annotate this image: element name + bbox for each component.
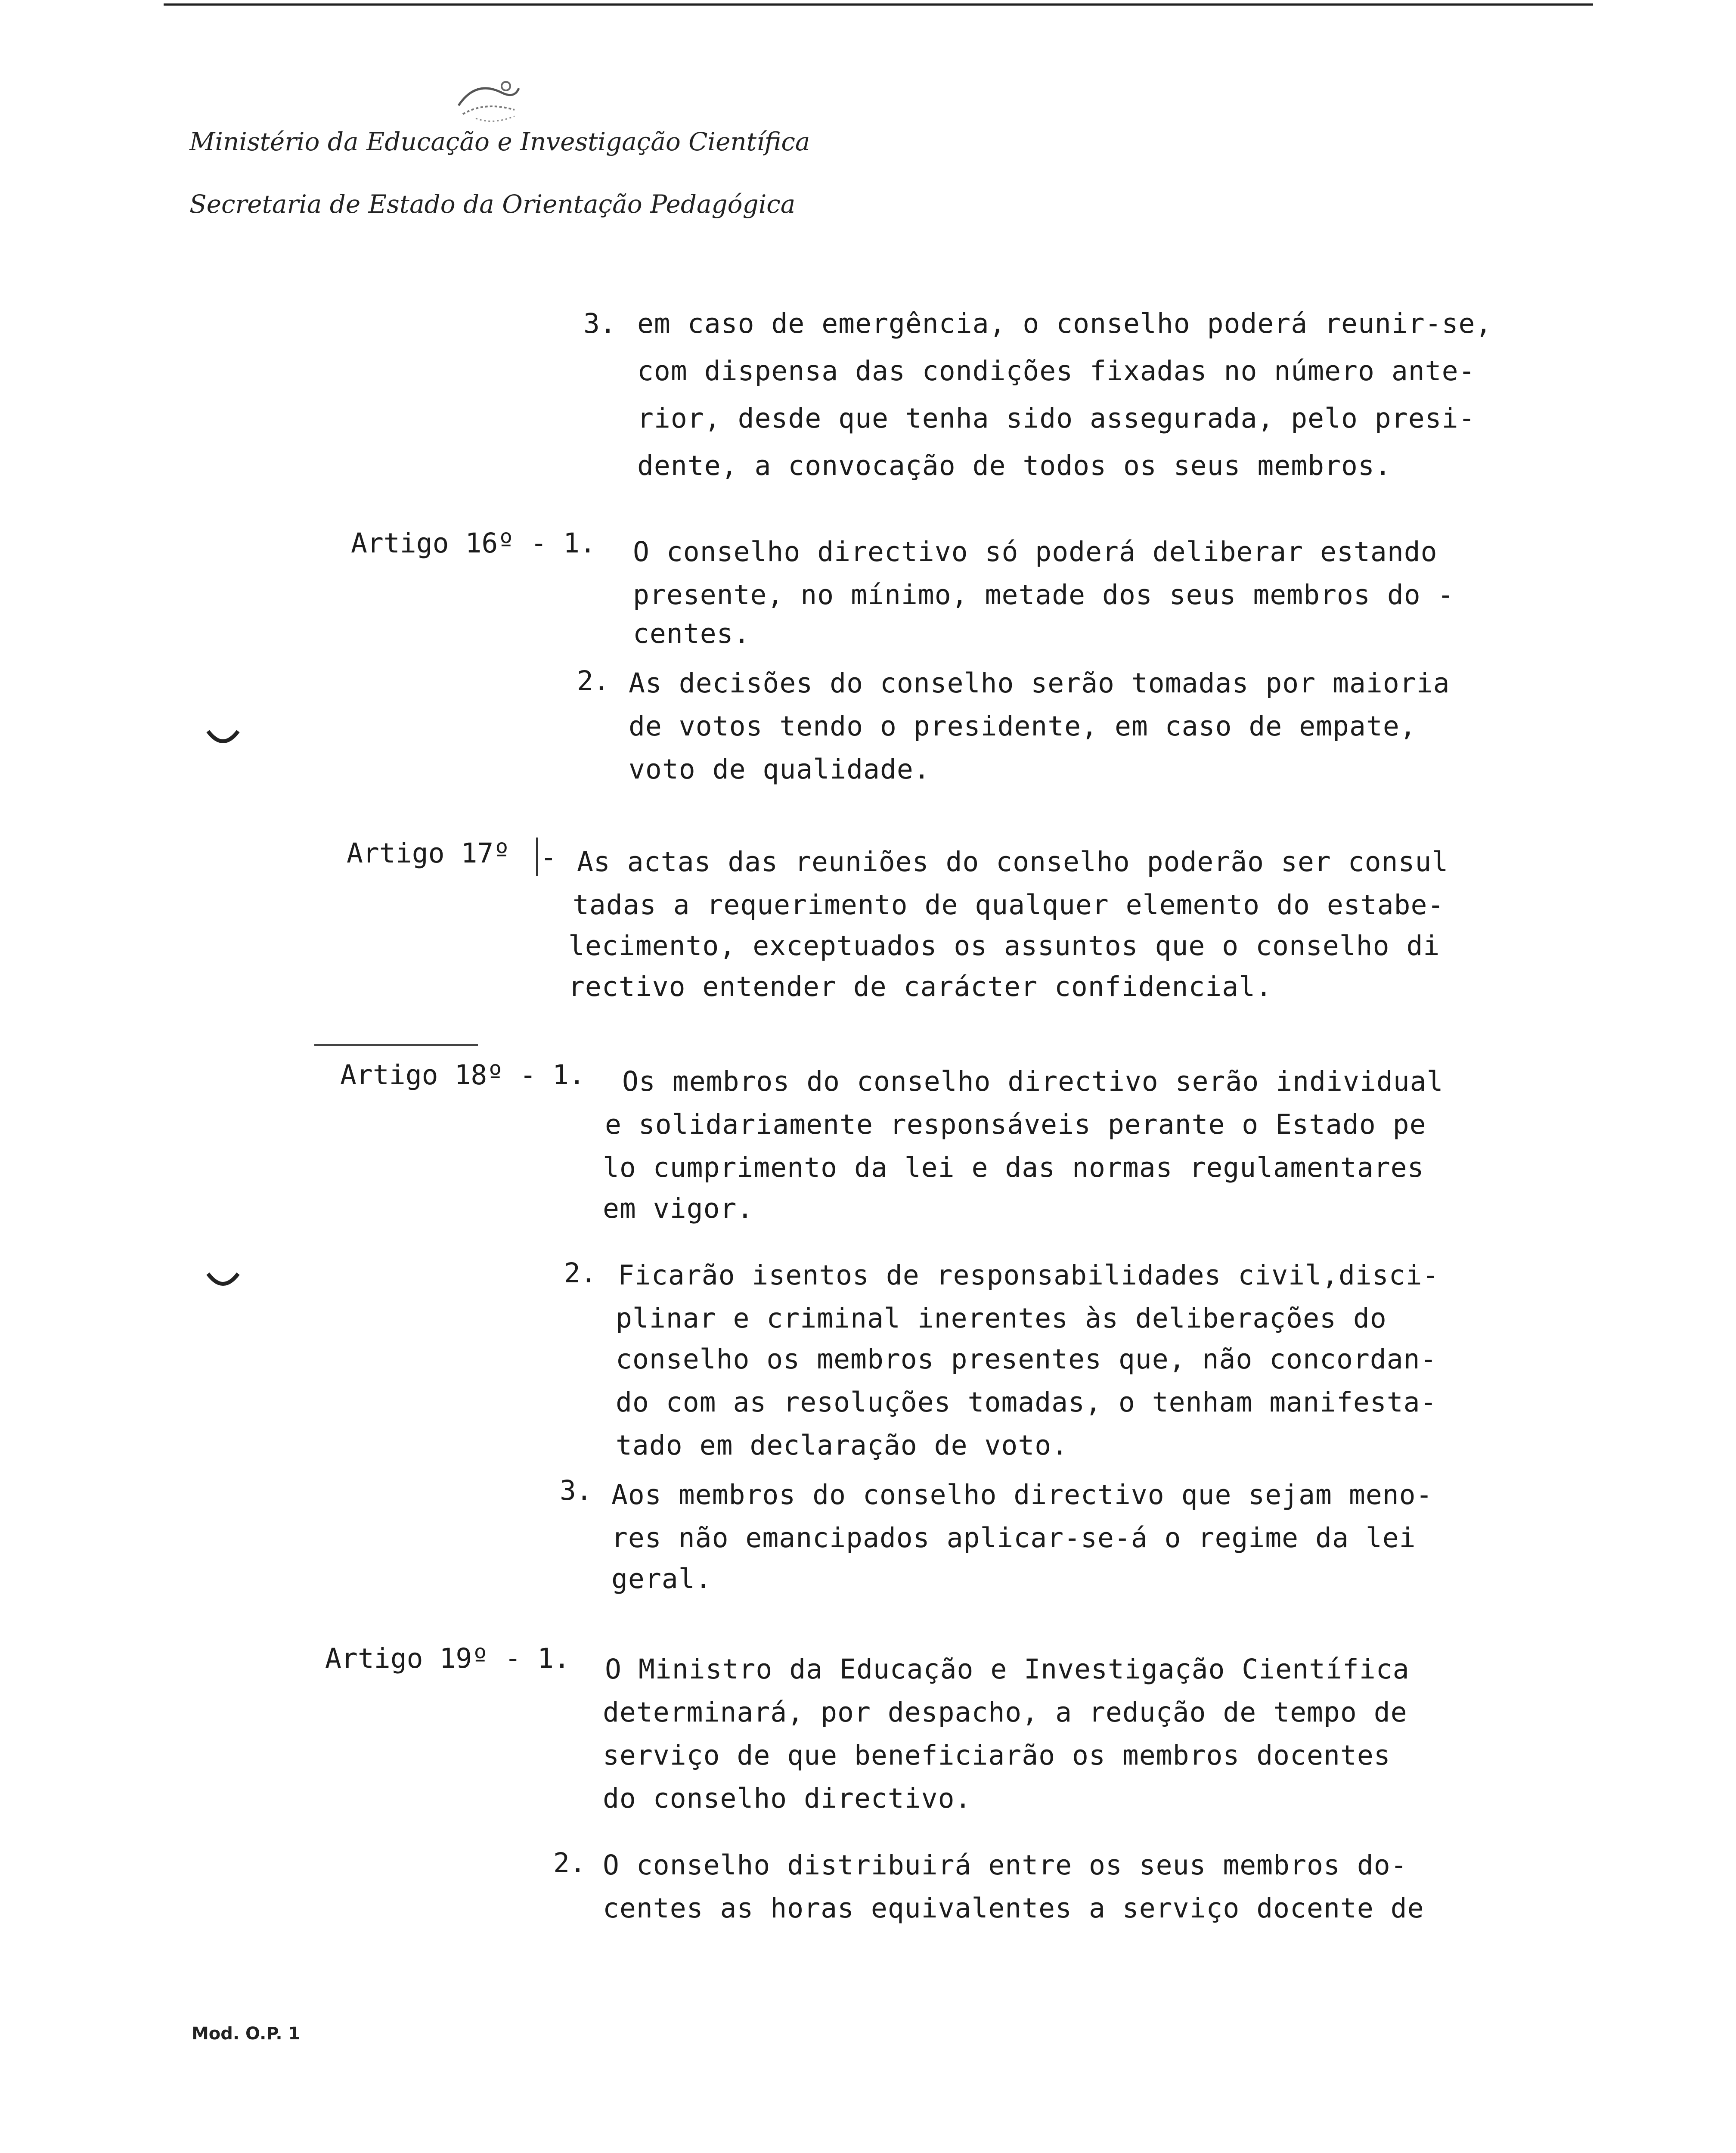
- item-number: 2.: [564, 1257, 597, 1289]
- text-line: presente, no mínimo, metade dos seus membros do -: [633, 579, 1454, 611]
- text-line: tado em declaração de voto.: [616, 1430, 1069, 1461]
- separator-line: [314, 1044, 478, 1046]
- text-line: determinará, por despacho, a redução de tempo de: [603, 1697, 1407, 1728]
- text-line: centes.: [633, 618, 750, 649]
- article-18-label: Artigo 18º - 1.: [340, 1059, 585, 1091]
- text-line: Os membros do conselho directivo serão individual: [622, 1066, 1444, 1097]
- text-line: O Ministro da Educação e Investigação Científica: [605, 1654, 1410, 1685]
- article-17-label: Artigo 17º: [347, 838, 510, 869]
- text-line: voto de qualidade.: [629, 754, 930, 785]
- top-rule: [164, 3, 1593, 6]
- text-line: Ficarão isentos de responsabilidades civil,disci-: [618, 1260, 1439, 1291]
- text-line: O conselho distribuirá entre os seus membros do-: [603, 1849, 1407, 1881]
- article-19-label: Artigo 19º - 1.: [325, 1643, 570, 1674]
- text-line: conselho os membros presentes que, não concordan-: [616, 1343, 1437, 1375]
- text-line: lecimento, exceptuados os assuntos que o conselho di: [568, 930, 1440, 962]
- text-line: centes as horas equivalentes a serviço docente de: [603, 1892, 1424, 1924]
- header-ministry: Ministério da Educação e Investigação Científica: [189, 127, 810, 156]
- text-line: res não emancipados aplicar-se-á o regime da lei: [611, 1522, 1416, 1554]
- article-17-dash: -: [540, 842, 557, 873]
- text-line: O conselho directivo só poderá deliberar estando: [633, 536, 1438, 568]
- item-number: 2.: [577, 665, 610, 697]
- article-16-label: Artigo 16º - 1.: [351, 527, 596, 559]
- margin-punch-mark-icon: [206, 1270, 240, 1292]
- text-line: em vigor.: [603, 1193, 754, 1224]
- text-line: em caso de emergência, o conselho poderá reunir-se,: [637, 308, 1492, 339]
- text-line: geral.: [611, 1563, 712, 1595]
- text-line: As decisões do conselho serão tomadas por maioria: [629, 667, 1450, 699]
- text-line: e solidariamente responsáveis perante o Estado pe: [605, 1109, 1426, 1140]
- text-line: Aos membros do conselho directivo que sejam meno-: [611, 1479, 1433, 1511]
- form-code: Mod. O.P. 1: [192, 2024, 301, 2044]
- text-line: rectivo entender de carácter confidencial.: [568, 971, 1273, 1002]
- text-line: tadas a requerimento de qualquer elemento do estabe-: [573, 889, 1445, 921]
- item-number: 2.: [553, 1847, 586, 1879]
- text-line: plinar e criminal inerentes às deliberações do: [616, 1303, 1387, 1334]
- text-line: lo cumprimento da lei e das normas regulamentares: [603, 1152, 1424, 1183]
- coat-of-arms-seal-icon: [450, 75, 527, 127]
- text-line: serviço de que beneficiarão os membros docentes: [603, 1740, 1391, 1771]
- text-line: dente, a convocação de todos os seus membros.: [637, 450, 1392, 481]
- text-line: do conselho directivo.: [603, 1783, 972, 1814]
- text-line: de votos tendo o presidente, em caso de empate,: [629, 710, 1417, 742]
- header-secretariat: Secretaria de Estado da Orientação Pedagógica: [189, 189, 796, 219]
- text-line: As actas das reuniões do conselho poderão ser consul: [577, 846, 1449, 878]
- text-line: com dispensa das condições fixadas no número ante-: [637, 355, 1476, 387]
- vertical-bar: [536, 838, 538, 876]
- text-line: rior, desde que tenha sido assegurada, pelo presi-: [637, 403, 1476, 434]
- text-line: do com as resoluções tomadas, o tenham manifesta-: [616, 1387, 1437, 1418]
- item-number: 3.: [583, 308, 616, 339]
- item-number: 3.: [560, 1475, 592, 1506]
- margin-punch-mark-icon: [206, 728, 240, 749]
